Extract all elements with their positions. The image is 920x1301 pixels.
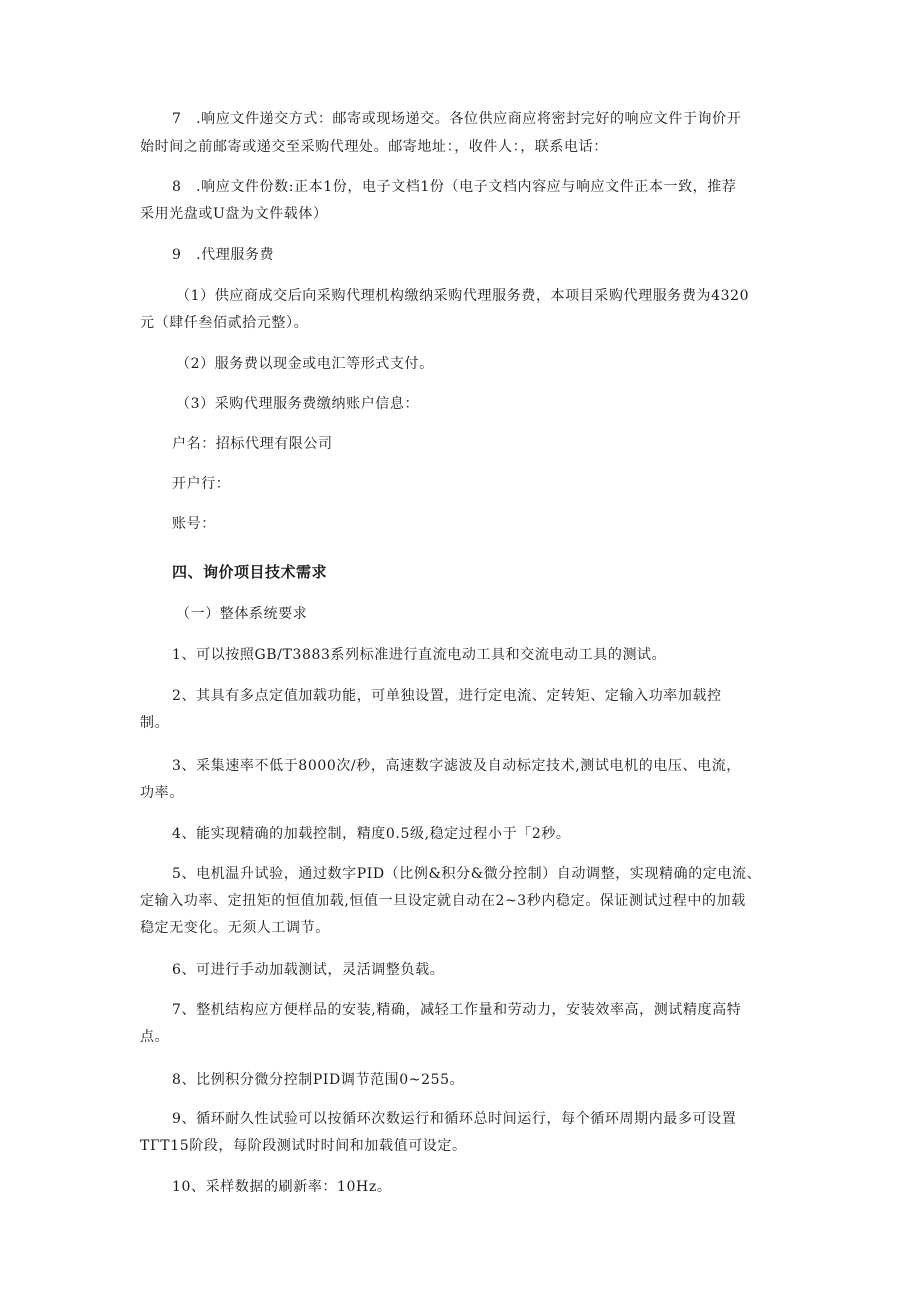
subsection1-title: （一）整体系统要求 <box>176 606 308 622</box>
item9-3-line1: （3）采购代理服务费缴纳账户信息： <box>176 396 420 412</box>
item8-line2: 采用光盘或U盘为文件载体） <box>140 206 328 222</box>
req7-line2: 点。 <box>140 1029 170 1045</box>
req6-line1: 6、可进行手动加载测试，灵活调整负载。 <box>172 962 445 978</box>
item9-2-line1: （2）服务费以现金或电汇等形式支付。 <box>176 356 434 372</box>
item8-line1: 8 .响应文件份数:正本1份，电子文档1份（电子文档内容应与响应文件正本一致，推荐 <box>172 179 737 195</box>
req8-line1: 8、比例积分微分控制PID调节范围0~255。 <box>172 1072 465 1088</box>
item9-1-line2: 元（肆仟叁佰贰拾元整）。 <box>140 315 309 331</box>
req3-line1: 3、采集速率不低于8000次/秒，高速数字滤波及自动标定技术,测试电机的电压、电流， <box>172 758 741 774</box>
item9-line1: 9 .代理服务费 <box>172 247 275 263</box>
account-bank-line: 开户行： <box>172 476 231 492</box>
req1-line1: 1、可以按照GB/T3883系列标准进行直流电动工具和交流电动工具的测试。 <box>172 647 667 663</box>
section4-heading: 四、询价项目技术需求 <box>172 563 328 581</box>
item7-line1: 7 .响应文件递交方式：邮寄或现场递交。各位供应商应将密封完好的响应文件于询价开 <box>172 111 742 127</box>
account-name-line: 户名：招标代理有限公司 <box>172 436 333 452</box>
req7-line1: 7、整机结构应方便样品的安装,精确，减轻工作量和劳动力，安装效率高，测试精度高特 <box>172 1002 742 1018</box>
req9-line1: 9、循环耐久性试验可以按循环次数运行和循环总时间运行，每个循环周期内最多可设置 <box>172 1111 737 1127</box>
req10-line1: 10、采样数据的刷新率：10Hz。 <box>172 1179 392 1195</box>
req3-line2: 功率。 <box>140 785 184 801</box>
account-number-line: 账号： <box>172 516 216 532</box>
item9-1-line1: （1）供应商成交后向采购代理机构缴纳采购代理服务费，本项目采购代理服务费为4320 <box>176 288 750 304</box>
req2-line1: 2、其具有多点定值加载功能，可单独设置，进行定电流、定转矩、定输入功率加载控 <box>172 688 722 704</box>
req5-line1: 5、电机温升试验，通过数字PID（比例&积分&微分控制）自动调整，实现精确的定电流、 <box>172 866 762 882</box>
req4-line1: 4、能实现精确的加载控制，精度0.5级,稳定过程小于「2秒。 <box>172 826 571 842</box>
item7-line2: 始时间之前邮寄或递交至采购代理处。邮寄地址：，收件人：，联系电话： <box>140 139 608 155</box>
req2-line2: 制。 <box>140 715 170 731</box>
req5-line2: 定输入功率、定扭矩的恒值加载,恒值一旦设定就自动在2~3秒内稳定。保证测试过程中的加载 <box>140 893 746 909</box>
req9-line2: TΓT15阶段，每阶段测试时时间和加载值可设定。 <box>140 1138 467 1154</box>
req5-line3: 稳定无变化。无须人工调节。 <box>140 920 330 936</box>
